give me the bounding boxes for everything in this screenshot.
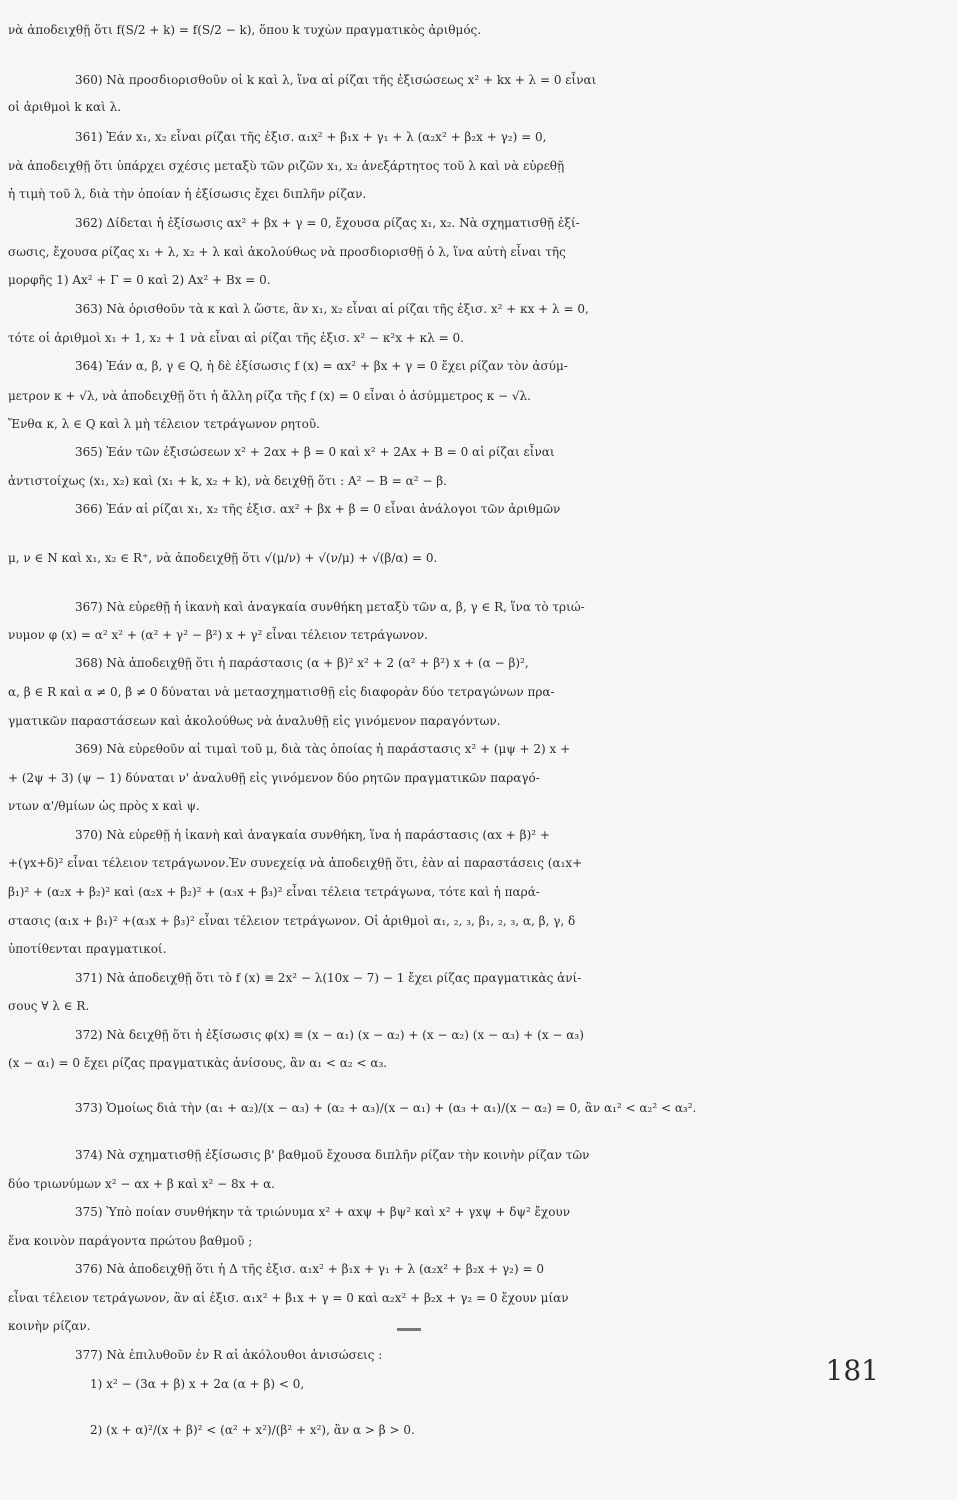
text-line: σωσις, ἔχουσα ρίζας x₁ + λ, x₂ + λ καὶ ἀκολούθως νὰ προσδιορισθῇ ὁ λ, ἵνα αὐτὴ εἶναι τῆς bbox=[8, 245, 566, 259]
text-line: 361) Ἐάν x₁, x₂ εἶναι ρίζαι τῆς ἐξισ. α₁x² + β₁x + γ₁ + λ (α₂x² + β₂x + γ₂) = 0, bbox=[75, 130, 547, 144]
text-line: 376) Νὰ ἀποδειχθῇ ὅτι ἡ Δ τῆς ἐξισ. α₁x² + β₁x + γ₁ + λ (α₂x² + β₂x + γ₂) = 0 bbox=[75, 1262, 544, 1276]
page-number: 181 bbox=[825, 1354, 879, 1387]
text-line: οἱ ἀριθμοὶ k καὶ λ. bbox=[8, 100, 122, 114]
text-line: 365) Ἐάν τῶν ἐξισώσεων x² + 2αx + β = 0 καὶ x² + 2Ax + B = 0 αἱ ρίζαι εἶναι bbox=[75, 445, 555, 459]
section-divider bbox=[397, 1328, 421, 1331]
text-line: τότε οἱ ἀριθμοὶ x₁ + 1, x₂ + 1 νὰ εἶναι αἱ ρίζαι τῆς ἐξισ. x² − κ²x + κλ = 0. bbox=[8, 331, 464, 345]
text-line: Ἔνθα κ, λ ∈ Q καὶ λ μὴ τέλειον τετράγωνον ρητοῦ. bbox=[8, 417, 320, 431]
text-line: σους ∀ λ ∈ R. bbox=[8, 999, 90, 1013]
text-line: στασις (α₁x + β₁)² +(α₃x + β₃)² εἶναι τέλειον τετράγωνον. Οἱ ἀριθμοὶ α₁, ₂, ₃, β₁, ₂, ₃, α, β, γ, δ bbox=[8, 914, 576, 928]
text-line: νυμον φ (x) = α² x² + (α² + γ² − β²) x + γ² εἶναι τέλειον τετράγωνον. bbox=[8, 628, 428, 642]
text-line: α, β ∈ R καὶ α ≠ 0, β ≠ 0 δύναται νὰ μετασχηματισθῇ εἰς διαφορὰν δύο τετραγώνων πρα- bbox=[8, 685, 555, 699]
text-line: γματικῶν παραστάσεων καὶ ἀκολούθως νὰ ἀναλυθῇ εἰς γινόμενον παραγόντων. bbox=[8, 714, 501, 728]
text-line: νὰ ἀποδειχθῇ ὅτι ὑπάρχει σχέσις μεταξὺ τῶν ριζῶν x₁, x₂ ἀνεξάρτητος τοῦ λ καὶ νὰ εὑρεθῇ bbox=[8, 159, 565, 173]
text-line: 2) (x + α)²/(x + β)² < (α² + x²)/(β² + x²), ἂν α > β > 0. bbox=[90, 1423, 415, 1437]
text-line: 364) Ἐάν α, β, γ ∈ Q, ἡ δὲ ἐξίσωσις f (x) = αx² + βx + γ = 0 ἔχει ρίζαν τὸν ἀσύμ- bbox=[75, 359, 568, 373]
text-line: 372) Νὰ δειχθῇ ὅτι ἡ ἐξίσωσις φ(x) ≡ (x − α₁) (x − α₂) + (x − α₂) (x − α₃) + (x − α₃) bbox=[75, 1028, 584, 1042]
text-line: 369) Νὰ εὑρεθοῦν αἱ τιμαὶ τοῦ μ, διὰ τὰς ὁποίας ἡ παράστασις x² + (μψ + 2) x + bbox=[75, 742, 571, 756]
text-line: μ, ν ∈ N καὶ x₁, x₂ ∈ R⁺, νὰ ἀποδειχθῇ ὅτι √(μ/ν) + √(ν/μ) + √(β/α) = 0. bbox=[8, 551, 438, 565]
text-line: 368) Νὰ ἀποδειχθῇ ὅτι ἡ παράστασις (α + β)² x² + 2 (α² + β²) x + (α − β)², bbox=[75, 656, 529, 670]
text-line: 377) Νὰ ἐπιλυθοῦν ἐν R αἱ ἀκόλουθοι ἀνισώσεις : bbox=[75, 1348, 383, 1362]
text-line: μετρον κ + √λ, νὰ ἀποδειχθῇ ὅτι ἡ ἄλλη ρίζα τῆς f (x) = 0 εἶναι ὁ ἀσύμμετρος κ − √λ. bbox=[8, 389, 531, 403]
text-line: + (2ψ + 3) (ψ − 1) δύναται ν' ἀναλυθῇ εἰς γινόμενον δύο ρητῶν πραγματικῶν παραγό- bbox=[8, 771, 540, 785]
text-line: κοινὴν ρίζαν. bbox=[8, 1319, 91, 1333]
text-line: 1) x² − (3α + β) x + 2α (α + β) < 0, bbox=[90, 1377, 305, 1391]
text-line: β₁)² + (α₂x + β₂)² καὶ (α₂x + β₂)² + (α₃x + β₃)² εἶναι τέλεια τετράγωνα, τότε καὶ ἡ παρά- bbox=[8, 885, 540, 899]
text-line: δύο τριωνύμων x² − αx + β καὶ x² − 8x + α. bbox=[8, 1177, 275, 1191]
text-line: +(γx+δ)² εἶναι τέλειον τετράγωνον.Ἐν συνεχείᾳ νὰ ἀποδειχθῇ ὅτι, ἐὰν αἱ παραστάσεις (α₁x+ bbox=[8, 856, 583, 870]
text-line: 360) Νὰ προσδιορισθοῦν οἱ k καὶ λ, ἵνα αἱ ρίζαι τῆς ἐξισώσεως x² + kx + λ = 0 εἶναι bbox=[75, 73, 597, 87]
text-line: 370) Νὰ εὑρεθῇ ἡ ἱκανὴ καὶ ἀναγκαία συνθήκη, ἵνα ἡ παράστασις (αx + β)² + bbox=[75, 828, 550, 842]
text-line: 375) Ὑπὸ ποίαν συνθήκην τὰ τριώνυμα x² + αxψ + βψ² καὶ x² + γxψ + δψ² ἔχουν bbox=[75, 1205, 571, 1219]
text-line: 362) Δίδεται ἡ ἐξίσωσις αx² + βx + γ = 0, ἔχουσα ρίζας x₁, x₂. Νὰ σχηματισθῇ ἐξί- bbox=[75, 216, 580, 230]
text-line: μορφῆς 1) Ax² + Γ = 0 καὶ 2) Ax² + Bx = 0. bbox=[8, 273, 271, 287]
text-line: 373) Ὁμοίως διὰ τὴν (α₁ + α₂)/(x − α₃) + (α₂ + α₃)/(x − α₁) + (α₃ + α₁)/(x − α₂) = 0, ἂν α₁² < α₂² < α₃². bbox=[75, 1101, 697, 1115]
text-line: ὑποτίθενται πραγματικοί. bbox=[8, 942, 167, 956]
text-line: ἕνα κοινὸν παράγοντα πρώτου βαθμοῦ ; bbox=[8, 1234, 253, 1248]
text-line: 374) Νὰ σχηματισθῇ ἐξίσωσις β' βαθμοῦ ἔχουσα διπλῆν ρίζαν τὴν κοινὴν ρίζαν τῶν bbox=[75, 1148, 590, 1162]
text-line: ἀντιστοίχως (x₁, x₂) καὶ (x₁ + k, x₂ + k), νὰ δειχθῇ ὅτι : A² − B = α² − β. bbox=[8, 474, 447, 488]
text-line: ἡ τιμὴ τοῦ λ, διὰ τὴν ὁποίαν ἡ ἐξίσωσις ἔχει διπλῆν ρίζαν. bbox=[8, 187, 367, 201]
text-line: 366) Ἐάν αἱ ρίζαι x₁, x₂ τῆς ἐξισ. αx² + βx + β = 0 εἶναι ἀνάλογοι τῶν ἀριθμῶν bbox=[75, 502, 561, 516]
text-line: εἶναι τέλειον τετράγωνον, ἂν αἱ ἐξισ. α₁x² + β₁x + γ = 0 καὶ α₂x² + β₂x + γ₂ = 0 ἔχουν μίαν bbox=[8, 1291, 569, 1305]
text-line: 363) Νὰ ὁρισθοῦν τὰ κ καὶ λ ὥστε, ἂν x₁, x₂ εἶναι αἱ ρίζαι τῆς ἐξισ. x² + κx + λ = 0, bbox=[75, 302, 589, 316]
text-line: 367) Νὰ εὑρεθῇ ἡ ἱκανὴ καὶ ἀναγκαία συνθήκη μεταξὺ τῶν α, β, γ ∈ R, ἵνα τὸ τριώ- bbox=[75, 600, 585, 614]
text-line: 371) Νὰ ἀποδειχθῇ ὅτι τὸ f (x) ≡ 2x² − λ(10x − 7) − 1 ἔχει ρίζας πραγματικὰς ἀνί- bbox=[75, 971, 582, 985]
text-line: νὰ ἀποδειχθῇ ὅτι f(S/2 + k) = f(S/2 − k), ὅπου k τυχὼν πραγματικὸς ἀριθμός. bbox=[8, 23, 482, 37]
text-line: ντων α'/θμίων ὡς πρὸς x καὶ ψ. bbox=[8, 799, 200, 813]
text-line: (x − α₁) = 0 ἔχει ρίζας πραγματικὰς ἀνίσους, ἂν α₁ < α₂ < α₃. bbox=[8, 1056, 388, 1070]
